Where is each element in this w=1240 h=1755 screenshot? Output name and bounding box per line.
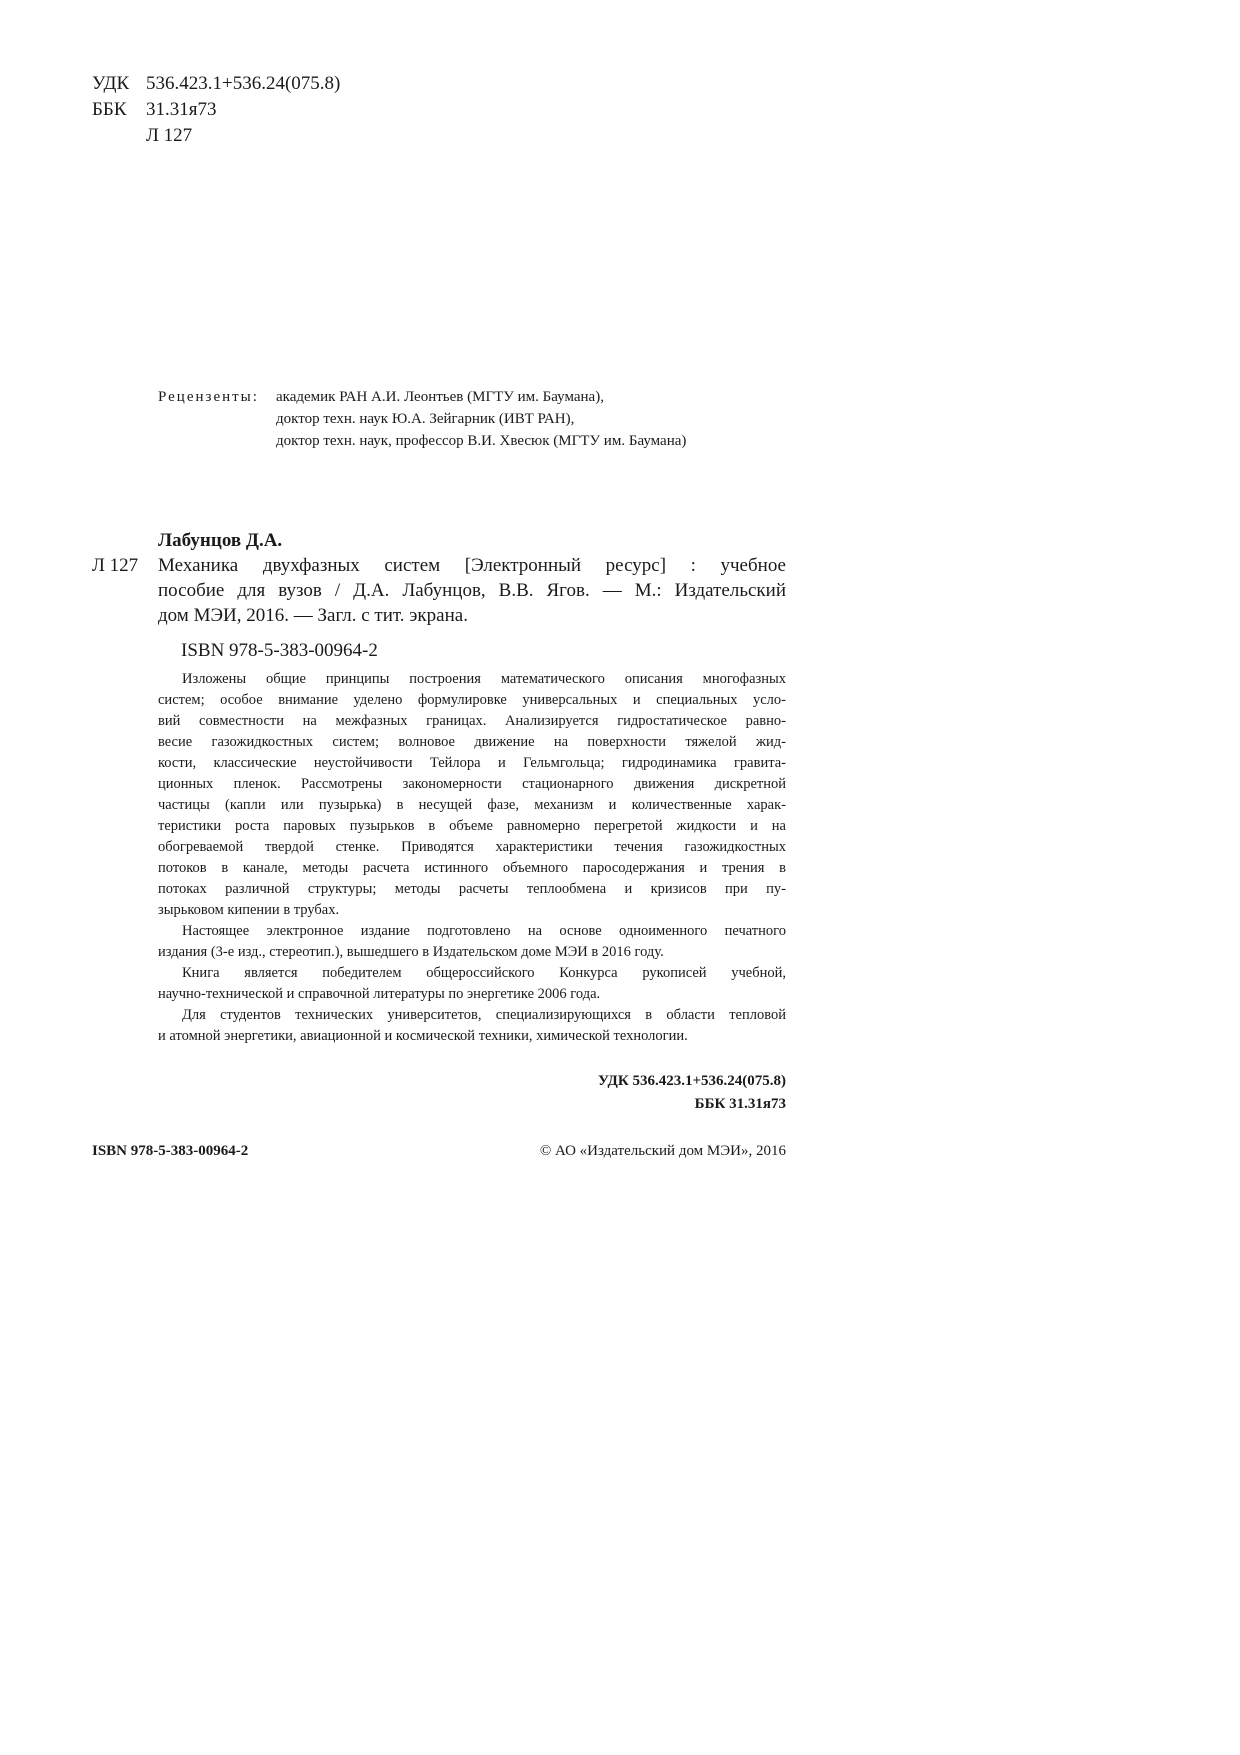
abstract [158, 669, 786, 1047]
bbk-classification: ББК 31.31я73 [694, 1096, 786, 1112]
abstract-line: обогреваемой твердой стенке. Приводятся характеристики течения газожидкостных [158, 839, 786, 855]
abstract-line: и атомной энергетики, авиационной и космической техники, химической технологии. [158, 1028, 688, 1044]
abstract-line: зырьковом кипении в трубах. [158, 902, 340, 918]
abstract-line: частицы (капли или пузырька) в несущей фазе, механизм и количественные харак- [158, 797, 786, 813]
abstract-line: кости, классические неустойчивости Тейлора и Гельмгольца; гидродинамика гравита- [158, 755, 786, 771]
abstract-paragraph [158, 669, 786, 921]
abstract-line: весие газожидкостных систем; волновое движение на поверхности тяжелой жид- [158, 734, 786, 750]
card-isbn: ISBN 978-5-383-00964-2 [181, 640, 378, 661]
reviewer-line: доктор техн. наук Ю.А. Зейгарник (ИВТ РАН), [276, 411, 575, 427]
card-title-line: дом МЭИ, 2016. — Загл. с тит. экрана. [158, 605, 468, 626]
reviewer-line: доктор техн. наук, профессор В.И. Хвесюк (МГТУ им. Баумана) [276, 433, 687, 449]
author-mark: Л 127 [146, 125, 193, 146]
udk-classification: УДК 536.423.1+536.24(075.8) [598, 1073, 786, 1089]
abstract-line: вий совместности на межфазных границах. Анализируется гидростатическое равно- [158, 713, 786, 729]
abstract-paragraph [158, 1005, 786, 1047]
bbk-value: 31.31я73 [146, 99, 217, 120]
abstract-line: научно-технической и справочной литературы по энергетике 2006 года. [158, 986, 601, 1002]
card-title-line: пособие для вузов / Д.А. Лабунцов, В.В. Ягов. — М.: Издательский [158, 580, 786, 601]
abstract-line: Для студентов технических университетов, специализирующихся в области тепловой [182, 1007, 786, 1023]
abstract-paragraph [158, 921, 786, 963]
abstract-line: издания (3-е изд., стереотип.), вышедшего в Издательском доме МЭИ в 2016 году. [158, 944, 664, 960]
abstract-line: Настоящее электронное издание подготовлено на основе одноименного печатного [182, 923, 786, 939]
abstract-line: потоках различной структуры; методы расчеты теплообмена и кризисов при пу- [158, 881, 786, 897]
reviewer-line: академик РАН А.И. Леонтьев (МГТУ им. Баумана), [276, 389, 604, 405]
footer-isbn: ISBN 978-5-383-00964-2 [92, 1143, 249, 1159]
reviewers-label: Рецензенты: [158, 389, 259, 405]
bbk-label: ББК [92, 99, 127, 120]
card-author: Лабунцов Д.А. [158, 530, 283, 551]
abstract-line: ционных пленок. Рассмотрены закономерности стационарного движения дискретной [158, 776, 786, 792]
udk-label: УДК [92, 73, 130, 94]
abstract-paragraph [158, 963, 786, 1005]
abstract-line: Изложены общие принципы построения математического описания многофазных [182, 671, 786, 687]
abstract-line: Книга является победителем общероссийского Конкурса рукописей учебной, [182, 965, 786, 981]
udk-value: 536.423.1+536.24(075.8) [146, 73, 341, 94]
abstract-line: систем; особое внимание уделено формулировке универсальных и специальных усло- [158, 692, 786, 708]
footer-copyright: © АО «Издательский дом МЭИ», 2016 [539, 1143, 786, 1159]
abstract-line: теристики роста паровых пузырьков в объеме равномерно перегретой жидкости и на [158, 818, 786, 834]
card-mark: Л 127 [92, 555, 139, 576]
abstract-line: потоков в канале, методы расчета истинного объемного паросодержания и трения в [158, 860, 786, 876]
card-title-line: Механика двухфазных систем [Электронный ресурс] : учебное [158, 555, 786, 576]
